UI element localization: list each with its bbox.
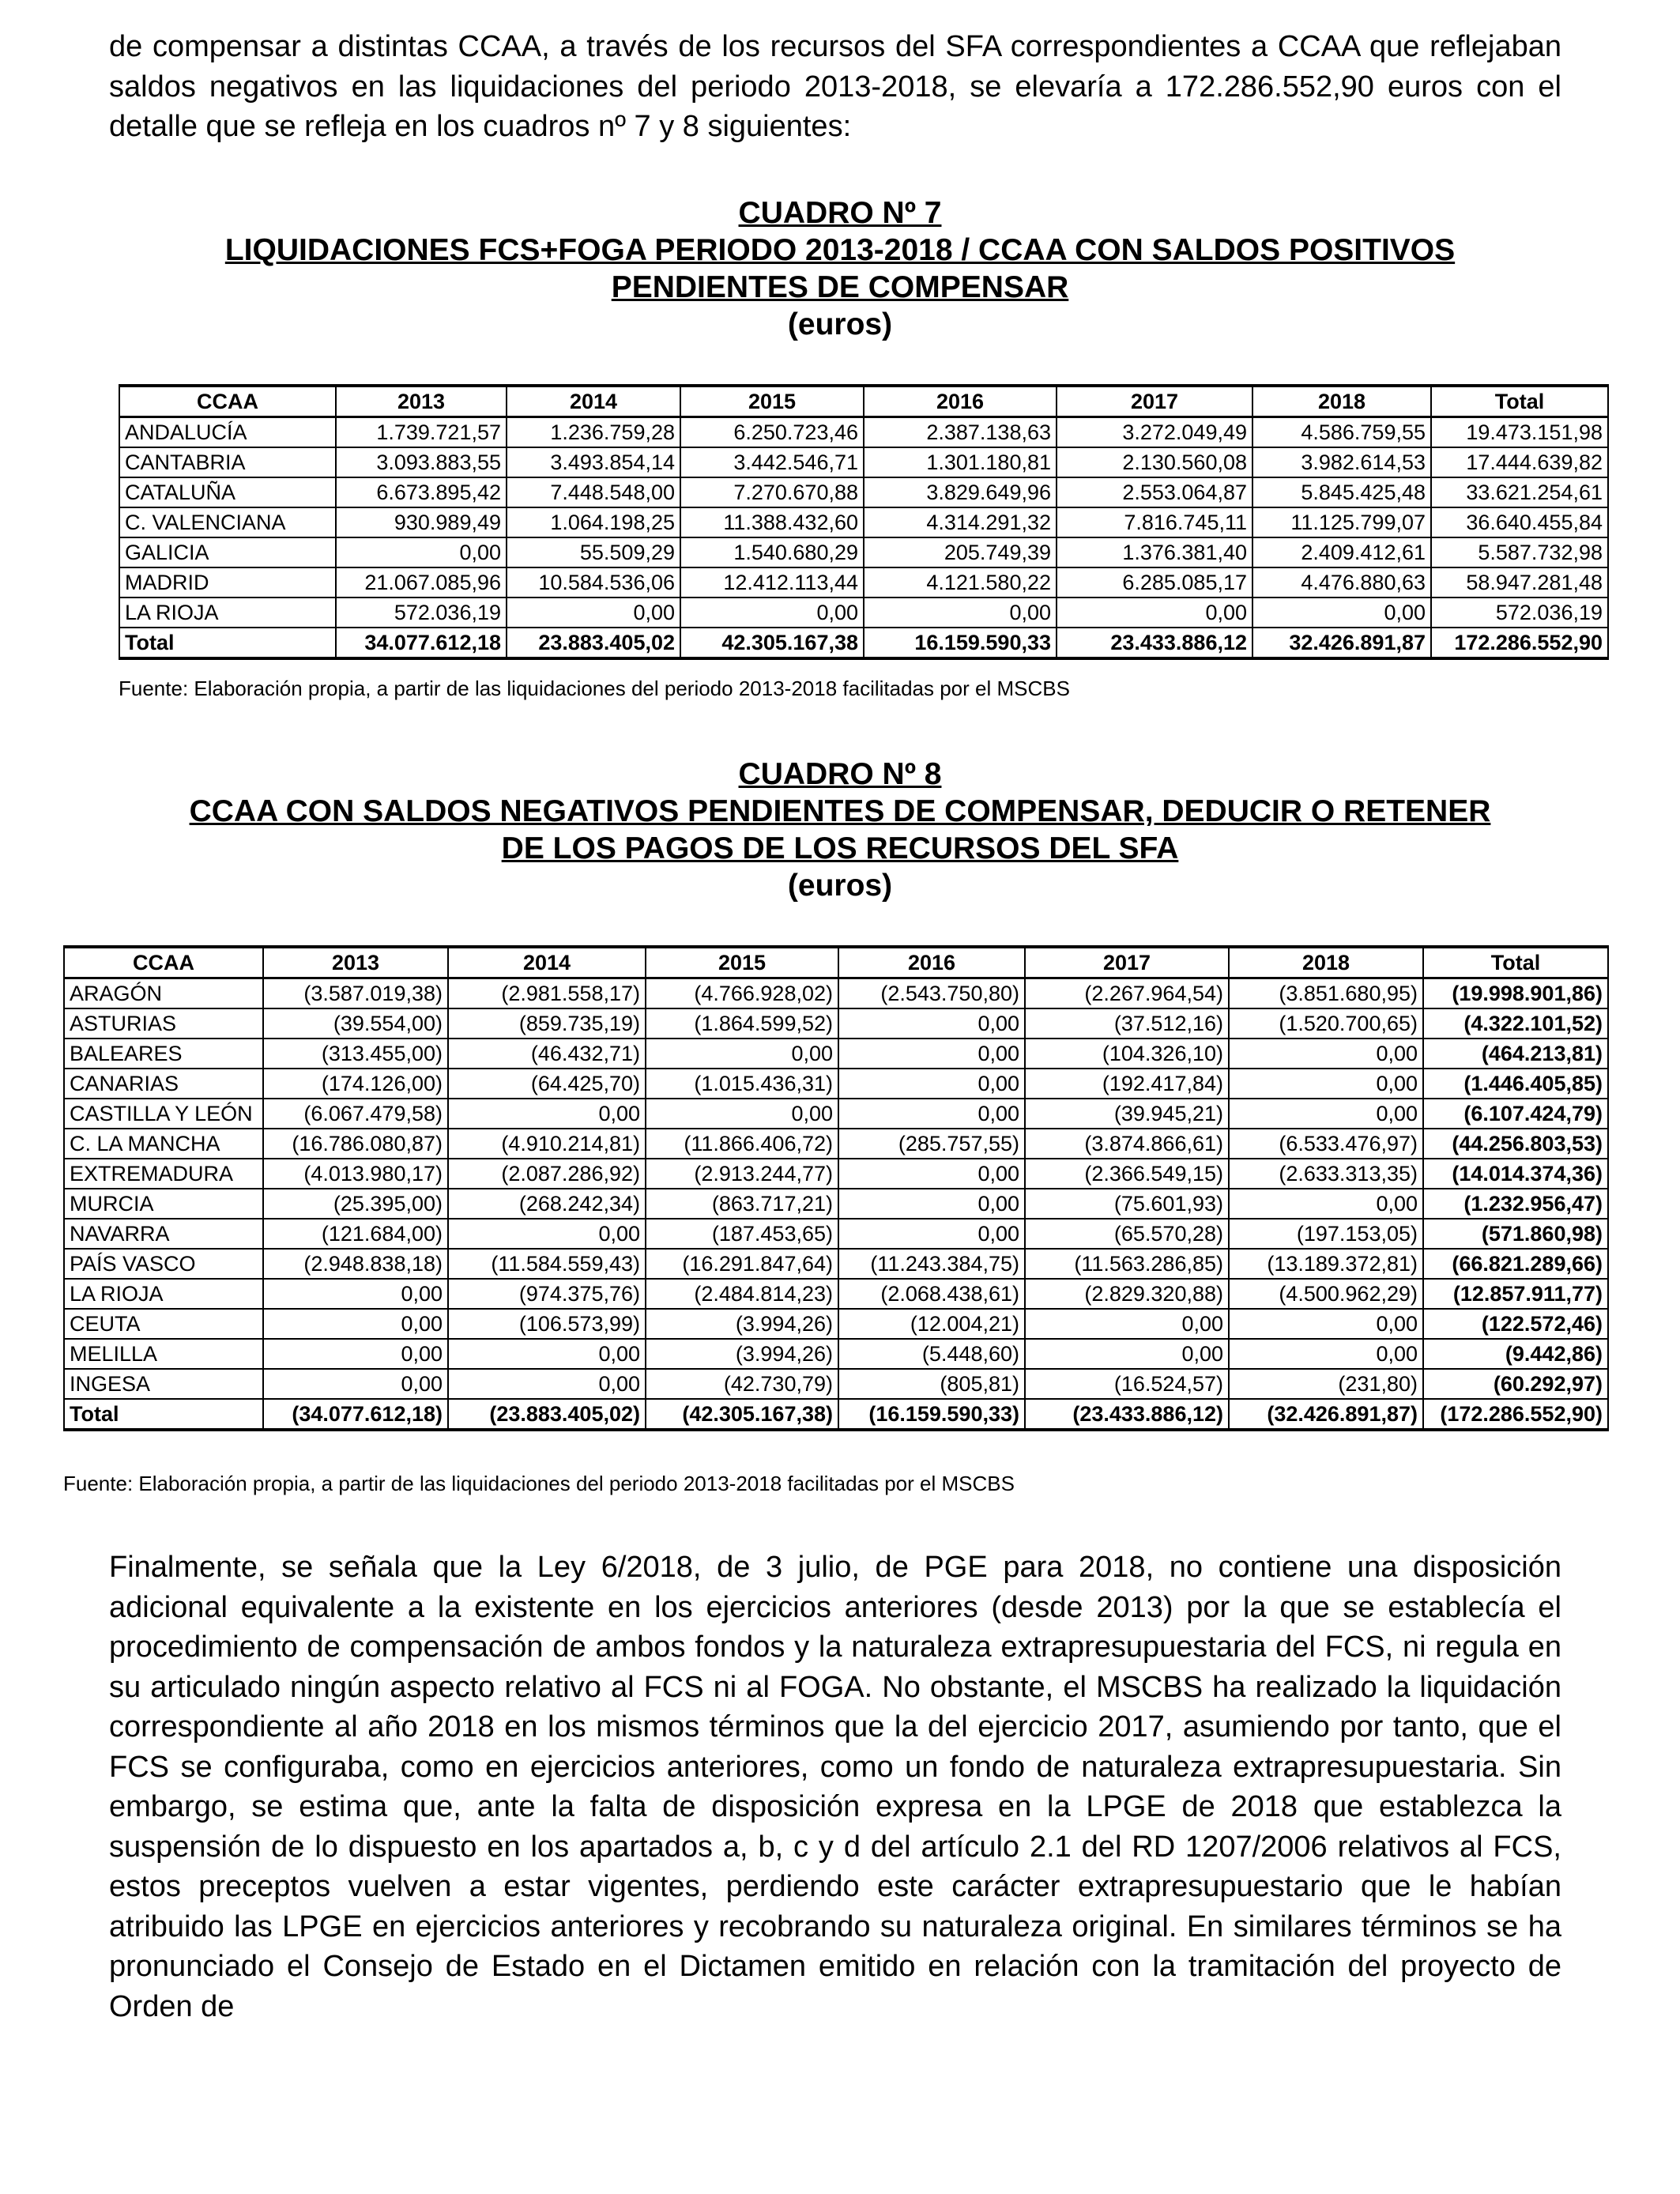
value-cell: 0,00 <box>1057 598 1252 628</box>
value-cell: 4.121.580,22 <box>864 567 1057 598</box>
row-label-cell: LA RIOJA <box>119 598 336 628</box>
value-cell: 0,00 <box>864 598 1057 628</box>
value-cell: (11.563.286,85) <box>1025 1249 1229 1279</box>
row-label-cell: MELILLA <box>64 1339 263 1369</box>
table-row <box>64 1008 1608 1039</box>
row-label-cell: GALICIA <box>119 537 336 567</box>
value-cell: (464.213,81) <box>1423 1039 1608 1069</box>
value-cell: 0,00 <box>1229 1039 1423 1069</box>
value-cell: 1.064.198,25 <box>507 507 680 537</box>
value-cell: (805,81) <box>838 1369 1025 1399</box>
cuadro7-header-cell: 2017 <box>1057 386 1252 417</box>
value-cell: (863.717,21) <box>646 1189 838 1219</box>
value-cell: 0,00 <box>1229 1099 1423 1129</box>
cuadro7-header-cell: Total <box>1431 386 1608 417</box>
value-cell: 3.493.854,14 <box>507 447 680 477</box>
value-cell: 0,00 <box>838 1008 1025 1039</box>
value-cell: 0,00 <box>336 537 507 567</box>
cuadro8-table <box>63 945 1609 1431</box>
value-cell: 0,00 <box>263 1369 448 1399</box>
value-cell: 3.829.649,96 <box>864 477 1057 507</box>
value-cell: (6.107.424,79) <box>1423 1099 1608 1129</box>
value-cell: 2.553.064,87 <box>1057 477 1252 507</box>
value-cell: 0,00 <box>838 1189 1025 1219</box>
table-row <box>119 598 1608 628</box>
value-cell: (571.860,98) <box>1423 1219 1608 1249</box>
value-cell: 572.036,19 <box>1431 598 1608 628</box>
total-value-cell: (23.433.886,12) <box>1025 1399 1229 1430</box>
value-cell: (2.913.244,77) <box>646 1159 838 1189</box>
row-label-cell: BALEARES <box>64 1039 263 1069</box>
value-cell: (9.442,86) <box>1423 1339 1608 1369</box>
value-cell: 0,00 <box>838 1069 1025 1099</box>
value-cell: (16.291.847,64) <box>646 1249 838 1279</box>
table-row <box>64 1189 1608 1219</box>
value-cell: 17.444.639,82 <box>1431 447 1608 477</box>
cuadro8-header-cell: 2016 <box>838 947 1025 978</box>
value-cell: 0,00 <box>448 1099 646 1129</box>
value-cell: (2.484.814,23) <box>646 1279 838 1309</box>
table-row <box>64 1069 1608 1099</box>
value-cell: (4.910.214,81) <box>448 1129 646 1159</box>
total-label-cell: Total <box>64 1399 263 1430</box>
value-cell: 4.314.291,32 <box>864 507 1057 537</box>
value-cell: (2.633.313,35) <box>1229 1159 1423 1189</box>
value-cell: (42.730,79) <box>646 1369 838 1399</box>
cuadro8-header-cell: CCAA <box>64 947 263 978</box>
value-cell: 205.749,39 <box>864 537 1057 567</box>
value-cell: 3.272.049,49 <box>1057 417 1252 448</box>
cuadro8-header-row <box>64 947 1608 978</box>
row-label-cell: INGESA <box>64 1369 263 1399</box>
cuadro7-table <box>119 384 1609 660</box>
cuadro8-header-cell: 2018 <box>1229 947 1423 978</box>
table-row <box>64 1279 1608 1309</box>
cuadro8-title-line1: CCAA CON SALDOS NEGATIVOS PENDIENTES DE COMPENSAR, DEDUCIR O RETENER <box>189 794 1491 828</box>
value-cell: (1.015.436,31) <box>646 1069 838 1099</box>
total-value-cell: (42.305.167,38) <box>646 1399 838 1430</box>
value-cell: (174.126,00) <box>263 1069 448 1099</box>
value-cell: 5.587.732,98 <box>1431 537 1608 567</box>
total-value-cell: 23.433.886,12 <box>1057 628 1252 658</box>
total-value-cell: 16.159.590,33 <box>864 628 1057 658</box>
cuadro8-header-cell: 2015 <box>646 947 838 978</box>
value-cell: 0,00 <box>838 1159 1025 1189</box>
value-cell: 5.845.425,48 <box>1252 477 1431 507</box>
value-cell: (12.004,21) <box>838 1309 1025 1339</box>
value-cell: 55.509,29 <box>507 537 680 567</box>
table-row <box>64 1339 1608 1369</box>
cuadro7-heading <box>0 194 1680 343</box>
value-cell: (285.757,55) <box>838 1129 1025 1159</box>
cuadro8-header-cell: Total <box>1423 947 1608 978</box>
value-cell: 58.947.281,48 <box>1431 567 1608 598</box>
cuadro7-header-cell: 2016 <box>864 386 1057 417</box>
value-cell: (3.994,26) <box>646 1309 838 1339</box>
row-label-cell: CEUTA <box>64 1309 263 1339</box>
cuadro8-unit: (euros) <box>787 869 893 903</box>
value-cell: 0,00 <box>838 1039 1025 1069</box>
table-row <box>119 477 1608 507</box>
value-cell: 0,00 <box>448 1219 646 1249</box>
value-cell: (12.857.911,77) <box>1423 1279 1608 1309</box>
cuadro7-unit: (euros) <box>787 307 893 341</box>
value-cell: 0,00 <box>448 1339 646 1369</box>
total-value-cell: 172.286.552,90 <box>1431 628 1608 658</box>
value-cell: 3.442.546,71 <box>680 447 864 477</box>
value-cell: (11.243.384,75) <box>838 1249 1025 1279</box>
table-row <box>64 1099 1608 1129</box>
value-cell: 0,00 <box>1229 1189 1423 1219</box>
total-value-cell: (16.159.590,33) <box>838 1399 1025 1430</box>
value-cell: 7.270.670,88 <box>680 477 864 507</box>
value-cell: 0,00 <box>838 1099 1025 1129</box>
value-cell: 6.250.723,46 <box>680 417 864 448</box>
value-cell: (46.432,71) <box>448 1039 646 1069</box>
cuadro7-header-cell: 2013 <box>336 386 507 417</box>
value-cell: (2.267.964,54) <box>1025 978 1229 1009</box>
value-cell: 1.376.381,40 <box>1057 537 1252 567</box>
value-cell: 572.036,19 <box>336 598 507 628</box>
value-cell: (25.395,00) <box>263 1189 448 1219</box>
total-value-cell: (23.883.405,02) <box>448 1399 646 1430</box>
value-cell: (2.087.286,92) <box>448 1159 646 1189</box>
value-cell: 3.982.614,53 <box>1252 447 1431 477</box>
value-cell: (4.766.928,02) <box>646 978 838 1009</box>
value-cell: (4.500.962,29) <box>1229 1279 1423 1309</box>
value-cell: (3.587.019,38) <box>263 978 448 1009</box>
row-label-cell: ASTURIAS <box>64 1008 263 1039</box>
value-cell: 2.387.138,63 <box>864 417 1057 448</box>
total-value-cell: (172.286.552,90) <box>1423 1399 1608 1430</box>
value-cell: 0,00 <box>1025 1339 1229 1369</box>
value-cell: 7.816.745,11 <box>1057 507 1252 537</box>
value-cell: 0,00 <box>1229 1069 1423 1099</box>
value-cell: 0,00 <box>1252 598 1431 628</box>
value-cell: (268.242,34) <box>448 1189 646 1219</box>
cuadro7-header-cell: 2018 <box>1252 386 1431 417</box>
value-cell: 1.739.721,57 <box>336 417 507 448</box>
value-cell: (11.584.559,43) <box>448 1249 646 1279</box>
table-row <box>64 1249 1608 1279</box>
row-label-cell: CATALUÑA <box>119 477 336 507</box>
value-cell: (859.735,19) <box>448 1008 646 1039</box>
total-value-cell: 32.426.891,87 <box>1252 628 1431 658</box>
cuadro8-header-cell: 2017 <box>1025 947 1229 978</box>
value-cell: 1.301.180,81 <box>864 447 1057 477</box>
row-label-cell: EXTREMADURA <box>64 1159 263 1189</box>
value-cell: 0,00 <box>1229 1309 1423 1339</box>
cuadro8-number: CUADRO Nº 8 <box>738 757 942 791</box>
value-cell: (2.068.438,61) <box>838 1279 1025 1309</box>
total-value-cell: 42.305.167,38 <box>680 628 864 658</box>
value-cell: 21.067.085,96 <box>336 567 507 598</box>
value-cell: 3.093.883,55 <box>336 447 507 477</box>
value-cell: (2.366.549,15) <box>1025 1159 1229 1189</box>
value-cell: 2.409.412,61 <box>1252 537 1431 567</box>
cuadro8-header-cell: 2013 <box>263 947 448 978</box>
value-cell: 1.540.680,29 <box>680 537 864 567</box>
value-cell: 4.476.880,63 <box>1252 567 1431 598</box>
row-label-cell: PAÍS VASCO <box>64 1249 263 1279</box>
value-cell: (313.455,00) <box>263 1039 448 1069</box>
value-cell: (3.874.866,61) <box>1025 1129 1229 1159</box>
value-cell: (16.524,57) <box>1025 1369 1229 1399</box>
table-row <box>119 417 1608 448</box>
row-label-cell: NAVARRA <box>64 1219 263 1249</box>
cuadro7-header-row <box>119 386 1608 417</box>
value-cell: 36.640.455,84 <box>1431 507 1608 537</box>
cuadro7-title-line2: PENDIENTES DE COMPENSAR <box>611 270 1069 304</box>
value-cell: (4.322.101,52) <box>1423 1008 1608 1039</box>
value-cell: (11.866.406,72) <box>646 1129 838 1159</box>
value-cell: 0,00 <box>263 1309 448 1339</box>
cuadro7-title-line1: LIQUIDACIONES FCS+FOGA PERIODO 2013-2018 / CCAA CON SALDOS POSITIVOS <box>224 233 1456 267</box>
table-row <box>119 507 1608 537</box>
value-cell: 0,00 <box>507 598 680 628</box>
value-cell: (3.994,26) <box>646 1339 838 1369</box>
cuadro8-source: Fuente: Elaboración propia, a partir de las liquidaciones del periodo 2013-2018 facilitadas por el MSCBS <box>63 1472 1015 1495</box>
value-cell: (106.573,99) <box>448 1309 646 1339</box>
table-row <box>119 447 1608 477</box>
cuadro7-header-cell: CCAA <box>119 386 336 417</box>
value-cell: (2.981.558,17) <box>448 978 646 1009</box>
cuadro8-title-line2: DE LOS PAGOS DE LOS RECURSOS DEL SFA <box>501 831 1179 865</box>
row-label-cell: ARAGÓN <box>64 978 263 1009</box>
value-cell: (1.864.599,52) <box>646 1008 838 1039</box>
value-cell: (6.067.479,58) <box>263 1099 448 1129</box>
intro-paragraph: de compensar a distintas CCAA, a través de los recursos del SFA correspondientes a CCAA que reflejaban saldos negativos en las liquidaciones del periodo 2013-2018, se elevaría a 172.286.552,90 euros con el detalle que se refleja en los cuadros nº 7 y 8 siguientes: <box>109 30 1561 144</box>
table-row <box>119 537 1608 567</box>
value-cell: 10.584.536,06 <box>507 567 680 598</box>
table-row <box>64 978 1608 1009</box>
table-row <box>64 1369 1608 1399</box>
value-cell: (974.375,76) <box>448 1279 646 1309</box>
total-value-cell: 23.883.405,02 <box>507 628 680 658</box>
value-cell: (64.425,70) <box>448 1069 646 1099</box>
value-cell: (39.554,00) <box>263 1008 448 1039</box>
total-value-cell: (32.426.891,87) <box>1229 1399 1423 1430</box>
value-cell: 0,00 <box>680 598 864 628</box>
value-cell: (66.821.289,66) <box>1423 1249 1608 1279</box>
cuadro7-header-cell: 2015 <box>680 386 864 417</box>
table-row <box>64 1159 1608 1189</box>
value-cell: 0,00 <box>448 1369 646 1399</box>
value-cell: 1.236.759,28 <box>507 417 680 448</box>
cuadro7-header-cell: 2014 <box>507 386 680 417</box>
value-cell: 6.673.895,42 <box>336 477 507 507</box>
value-cell: (1.520.700,65) <box>1229 1008 1423 1039</box>
closing-paragraph: Finalmente, se señala que la Ley 6/2018, de 3 julio, de PGE para 2018, no contiene una disposición adicional equivalente a la existente en los ejercicios anteriores (desde 2013) por la que se establecía el procedimiento de compensación de ambos fondos y la naturaleza extrapresupuestaria del FCS, ni regula en su articulado ningún aspecto relativo al FCS ni al FOGA. No obstante, el MSCBS ha realizado la liquidación correspondiente al año 2018 en los mismos términos que la del ejercicio 2017, asumiendo por tanto, que el FCS se configuraba, como en ejercicios anteriores, como un fondo de naturaleza extrapresupuestaria. Sin embargo, se estima que, ante la falta de disposición expresa en la LPGE de 2018 que establezca la suspensión de lo dispuesto en los apartados a, b, c y d del artículo 2.1 del RD 1207/2006 relativos al FCS, estos preceptos vuelven a estar vigentes, perdiendo este carácter extrapresupuestario que le habían atribuido las LPGE en ejercicios anteriores y recobrando su naturaleza original. En similares términos se ha pronunciado el Consejo de Estado en el Dictamen emitido en relación con la tramitación del proyecto de Orden de <box>109 1551 1561 2023</box>
row-label-cell: CASTILLA Y LEÓN <box>64 1099 263 1129</box>
value-cell: 19.473.151,98 <box>1431 417 1608 448</box>
value-cell: (65.570,28) <box>1025 1219 1229 1249</box>
value-cell: (37.512,16) <box>1025 1008 1229 1039</box>
value-cell: (13.189.372,81) <box>1229 1249 1423 1279</box>
total-label-cell: Total <box>119 628 336 658</box>
value-cell: (75.601,93) <box>1025 1189 1229 1219</box>
value-cell: 930.989,49 <box>336 507 507 537</box>
total-value-cell: (34.077.612,18) <box>263 1399 448 1430</box>
value-cell: (1.446.405,85) <box>1423 1069 1608 1099</box>
total-value-cell: 34.077.612,18 <box>336 628 507 658</box>
row-label-cell: CANTABRIA <box>119 447 336 477</box>
value-cell: 0,00 <box>646 1099 838 1129</box>
value-cell: (6.533.476,97) <box>1229 1129 1423 1159</box>
value-cell: (39.945,21) <box>1025 1099 1229 1129</box>
value-cell: (60.292,97) <box>1423 1369 1608 1399</box>
value-cell: (197.153,05) <box>1229 1219 1423 1249</box>
value-cell: 12.412.113,44 <box>680 567 864 598</box>
total-row <box>64 1399 1608 1430</box>
table-row <box>64 1219 1608 1249</box>
value-cell: (4.013.980,17) <box>263 1159 448 1189</box>
value-cell: (14.014.374,36) <box>1423 1159 1608 1189</box>
value-cell: (3.851.680,95) <box>1229 978 1423 1009</box>
value-cell: 0,00 <box>1025 1309 1229 1339</box>
row-label-cell: C. VALENCIANA <box>119 507 336 537</box>
value-cell: 2.130.560,08 <box>1057 447 1252 477</box>
value-cell: 0,00 <box>263 1279 448 1309</box>
value-cell: (121.684,00) <box>263 1219 448 1249</box>
value-cell: 0,00 <box>263 1339 448 1369</box>
value-cell: (44.256.803,53) <box>1423 1129 1608 1159</box>
value-cell: (231,80) <box>1229 1369 1423 1399</box>
value-cell: (5.448,60) <box>838 1339 1025 1369</box>
total-row <box>119 628 1608 658</box>
row-label-cell: MURCIA <box>64 1189 263 1219</box>
value-cell: (2.948.838,18) <box>263 1249 448 1279</box>
value-cell: (2.829.320,88) <box>1025 1279 1229 1309</box>
cuadro8-header-cell: 2014 <box>448 947 646 978</box>
cuadro7-body <box>119 417 1608 659</box>
cuadro8-body <box>64 978 1608 1431</box>
value-cell: (19.998.901,86) <box>1423 978 1608 1009</box>
value-cell: 0,00 <box>838 1219 1025 1249</box>
table-row <box>64 1309 1608 1339</box>
table-row <box>64 1129 1608 1159</box>
value-cell: (1.232.956,47) <box>1423 1189 1608 1219</box>
cuadro7-source: Fuente: Elaboración propia, a partir de las liquidaciones del periodo 2013-2018 facilitadas por el MSCBS <box>119 677 1070 700</box>
row-label-cell: CANARIAS <box>64 1069 263 1099</box>
value-cell: 11.388.432,60 <box>680 507 864 537</box>
value-cell: (104.326,10) <box>1025 1039 1229 1069</box>
row-label-cell: ANDALUCÍA <box>119 417 336 448</box>
value-cell: 11.125.799,07 <box>1252 507 1431 537</box>
value-cell: (122.572,46) <box>1423 1309 1608 1339</box>
value-cell: 33.621.254,61 <box>1431 477 1608 507</box>
value-cell: 6.285.085,17 <box>1057 567 1252 598</box>
table-row <box>64 1039 1608 1069</box>
cuadro7-number: CUADRO Nº 7 <box>738 196 942 230</box>
cuadro8-heading <box>0 756 1680 904</box>
table-row <box>119 567 1608 598</box>
value-cell: 4.586.759,55 <box>1252 417 1431 448</box>
value-cell: (192.417,84) <box>1025 1069 1229 1099</box>
value-cell: 0,00 <box>646 1039 838 1069</box>
row-label-cell: C. LA MANCHA <box>64 1129 263 1159</box>
row-label-cell: MADRID <box>119 567 336 598</box>
value-cell: (187.453,65) <box>646 1219 838 1249</box>
value-cell: 7.448.548,00 <box>507 477 680 507</box>
value-cell: (2.543.750,80) <box>838 978 1025 1009</box>
value-cell: (16.786.080,87) <box>263 1129 448 1159</box>
value-cell: 0,00 <box>1229 1339 1423 1369</box>
row-label-cell: LA RIOJA <box>64 1279 263 1309</box>
